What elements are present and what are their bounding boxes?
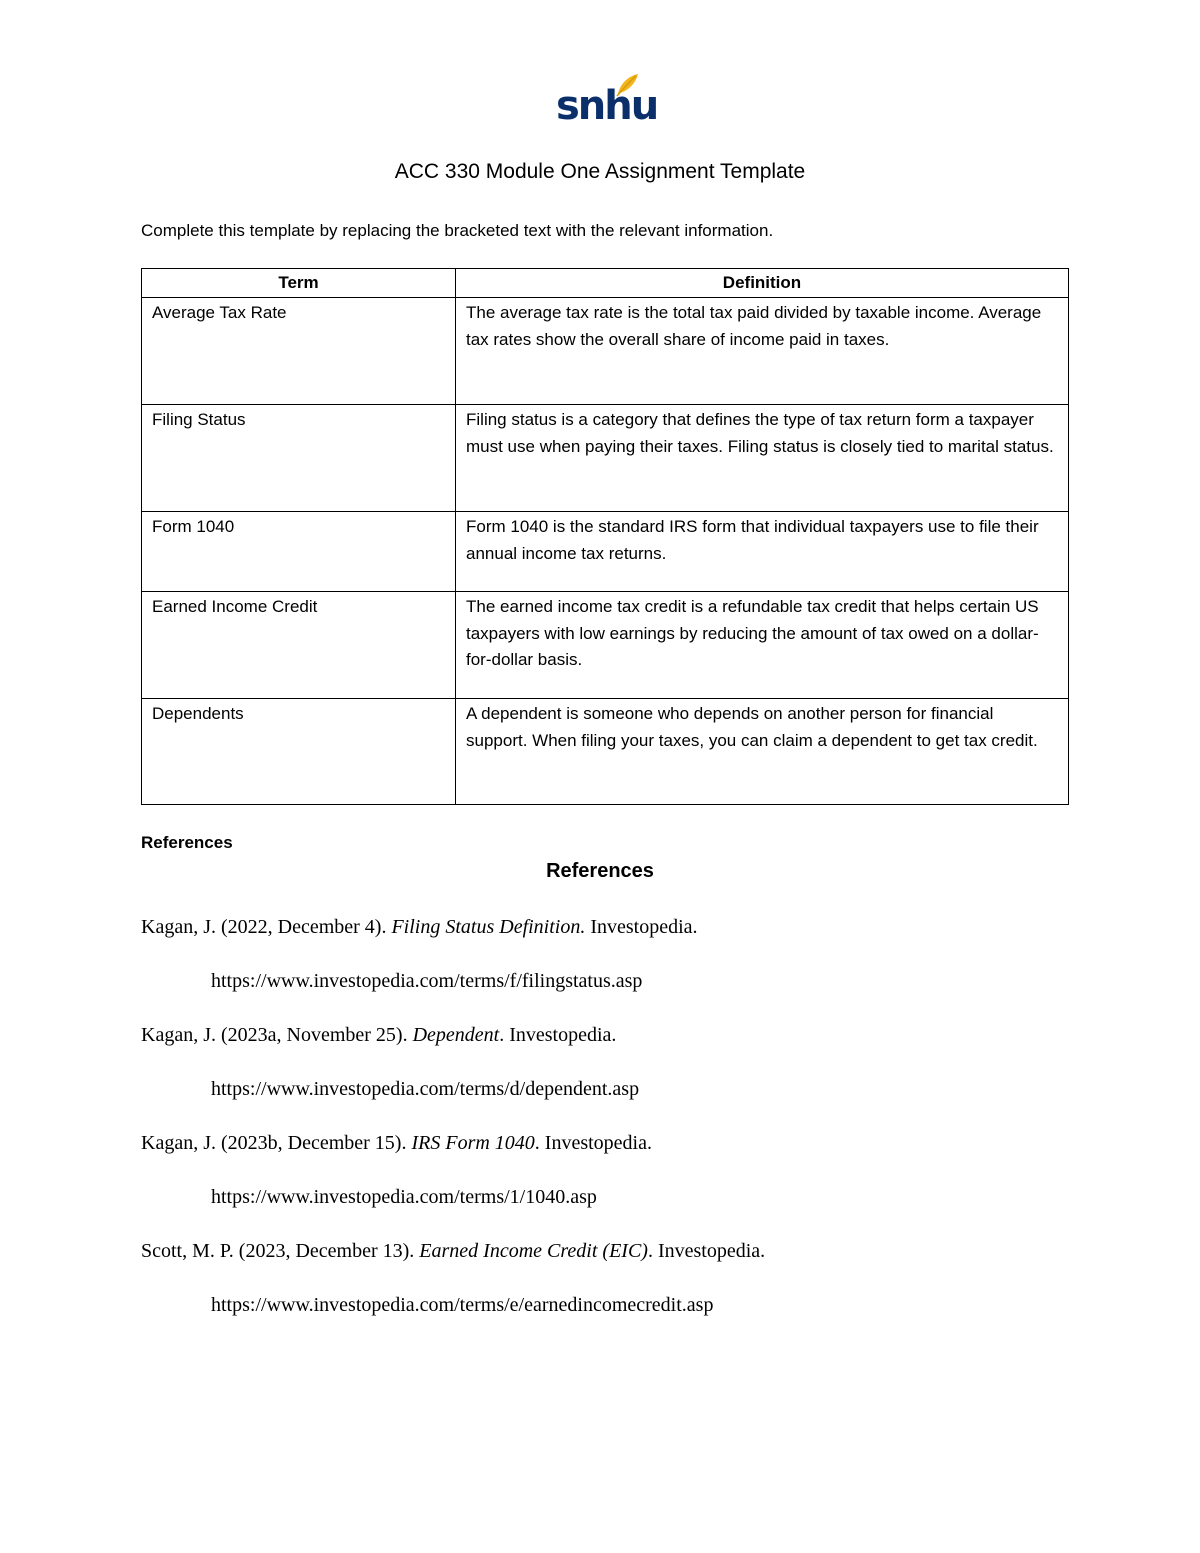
term-cell: Filing Status <box>142 405 456 512</box>
term-cell: Earned Income Credit <box>142 592 456 699</box>
reference-author: Kagan, J. (2023a, November 25). <box>141 1024 413 1046</box>
terms-table <box>141 268 1069 805</box>
references-heading: References <box>546 860 654 882</box>
reference-title: IRS Form 1040 <box>411 1132 535 1154</box>
reference-citation <box>141 1130 1081 1157</box>
document-title: ACC 330 Module One Assignment Template <box>394 160 806 183</box>
reference-citation <box>141 1022 1081 1049</box>
table-header-row <box>142 269 1069 298</box>
reference-entry <box>141 914 1081 995</box>
reference-title: Dependent <box>412 1024 500 1046</box>
references-label: References <box>141 833 233 852</box>
reference-entry <box>141 1130 1081 1211</box>
reference-entry <box>141 1238 1081 1319</box>
reference-author: Scott, M. P. (2023, December 13). <box>141 1240 420 1262</box>
table-row <box>142 405 1069 512</box>
reference-url: https://www.investopedia.com/terms/f/filingstatus.asp <box>211 970 643 992</box>
reference-entry <box>141 1022 1081 1103</box>
table-row <box>142 699 1069 805</box>
term-cell: Dependents <box>142 699 456 805</box>
definition-cell: The average tax rate is the total tax paid divided by taxable income. Average tax rates show the overall share of income paid in taxes. <box>456 298 1069 405</box>
reference-citation <box>141 914 1081 941</box>
table-row <box>142 512 1069 592</box>
reference-publisher: . Investopedia. <box>534 1132 652 1154</box>
reference-publisher: . Investopedia. <box>647 1240 766 1262</box>
reference-url: https://www.investopedia.com/terms/1/1040.asp <box>211 1186 597 1208</box>
term-cell: Average Tax Rate <box>142 298 456 405</box>
reference-author: Kagan, J. (2022, December 4). <box>141 916 392 938</box>
reference-title: Filing Status Definition. <box>391 916 586 938</box>
term-cell: Form 1040 <box>142 512 456 592</box>
definition-cell: Filing status is a category that defines the type of tax return form a taxpayer must use when paying their taxes. Filing status is closely tied to marital status. <box>456 405 1069 512</box>
logo-wordmark: snhu <box>556 83 658 129</box>
snhu-logo <box>556 72 658 134</box>
reference-publisher: Investopedia. <box>585 916 698 938</box>
definition-cell: A dependent is someone who depends on another person for financial support. When filing your taxes, you can claim a dependent to get tax credit. <box>456 699 1069 805</box>
table-row <box>142 298 1069 405</box>
references-list <box>141 914 1081 1346</box>
column-header-definition: Definition <box>456 269 1069 298</box>
definition-cell: The earned income tax credit is a refundable tax credit that helps certain US taxpayers with low earnings by reducing the amount of tax owed on a dollar-for-dollar basis. <box>456 592 1069 699</box>
reference-citation <box>141 1238 1081 1265</box>
column-header-term: Term <box>142 269 456 298</box>
reference-publisher: . Investopedia. <box>499 1024 617 1046</box>
table-row <box>142 592 1069 699</box>
reference-url: https://www.investopedia.com/terms/d/dependent.asp <box>211 1078 640 1100</box>
reference-title: Earned Income Credit (EIC) <box>419 1240 648 1262</box>
reference-author: Kagan, J. (2023b, December 15). <box>141 1132 412 1154</box>
instructions-text: Complete this template by replacing the bracketed text with the relevant information. <box>141 221 774 240</box>
definition-cell: Form 1040 is the standard IRS form that individual taxpayers use to file their annual income tax returns. <box>456 512 1069 592</box>
reference-url: https://www.investopedia.com/terms/e/earnedincomecredit.asp <box>211 1294 714 1316</box>
